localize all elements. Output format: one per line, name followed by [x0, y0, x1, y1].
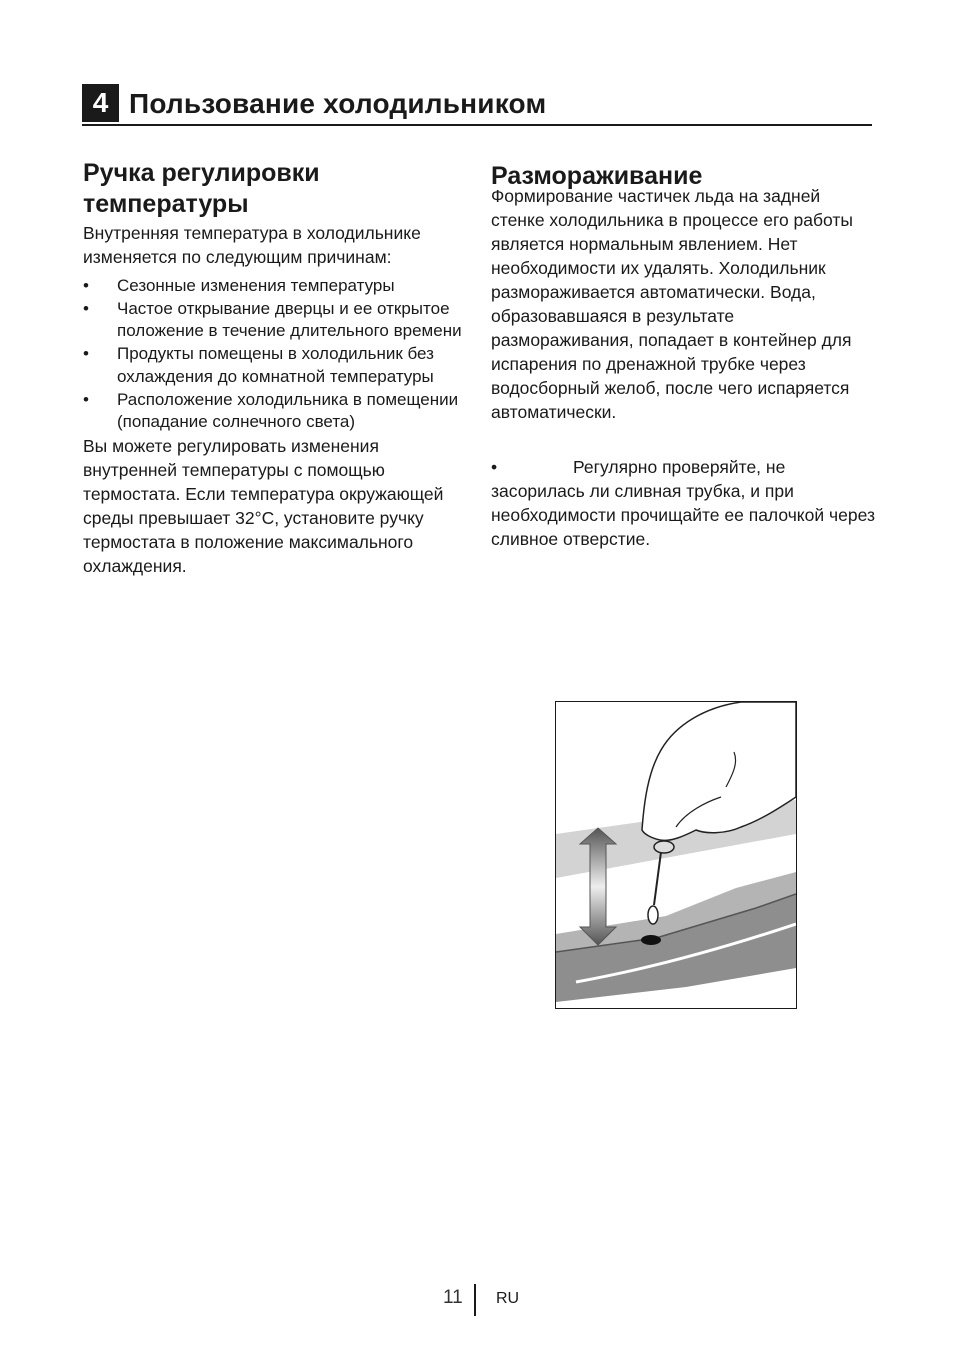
- stick-tip: [648, 906, 658, 924]
- list-item-text: Частое открывание дверцы и ее открытое положение в течение длительного времени: [117, 298, 462, 341]
- language-code: RU: [496, 1290, 520, 1307]
- drain-cleaning-drawing: [556, 702, 796, 1008]
- list-item: [83, 298, 468, 343]
- bullet-dot: •: [83, 298, 89, 318]
- drain-cleaning-illustration: [555, 701, 797, 1009]
- chapter-title: Пользование холодильником: [129, 88, 547, 119]
- bullet-dot: •: [491, 457, 498, 477]
- bullet-dot: •: [83, 344, 89, 364]
- page-number: 11: [443, 1287, 463, 1308]
- list-item-text: Сезонные изменения температуры: [117, 276, 395, 295]
- temperature-causes-list: [83, 275, 468, 434]
- drain-check-text: Регулярно проверяйте, не засорилась ли сливная трубка, и при необходимости прочищайте ее палочкой через сливное отверстие.: [491, 457, 875, 549]
- cleaning-stick-icon: [654, 852, 661, 905]
- list-item-text: Расположение холодильника в помещении (попадание солнечного света): [117, 389, 459, 432]
- drain-hole: [641, 935, 661, 945]
- temperature-knob-section: [83, 158, 468, 578]
- chapter-header: [82, 84, 872, 126]
- section-heading-temperature: [83, 158, 468, 220]
- section-heading-line1: Ручка регулировки: [83, 159, 320, 187]
- temperature-intro: Внутренняя температура в холодильнике изменяется по следующим причинам:: [83, 223, 421, 267]
- bullet-dot: •: [83, 389, 89, 409]
- bullet-dot: •: [83, 276, 89, 295]
- drain-check-note: [491, 455, 876, 551]
- list-item: [83, 389, 468, 434]
- defrosting-section: [491, 158, 876, 551]
- section-heading-line2: температуры: [83, 190, 249, 218]
- section-heading-defrosting: Размораживание: [491, 162, 703, 190]
- page-footer: [0, 1284, 954, 1316]
- list-item-text: Продукты помещены в холодильник без охлаждения до комнатной температуры: [117, 344, 434, 386]
- list-item: [83, 275, 468, 298]
- stick-handle: [654, 841, 674, 853]
- chapter-number-badge: 4: [82, 84, 119, 122]
- temperature-outro: Вы можете регулировать изменения внутренней температуры с помощью термостата. Если температура окружающей среды превышает 32°C, установите ручку термостата в положение максимального охлаждения.: [83, 435, 444, 576]
- footer-divider: [474, 1284, 476, 1316]
- defrosting-intro: Формирование частичек льда на задней стенке холодильника в процессе его работы является нормальным явлением. Нет необходимости их удалять. Холодильник размораживается автоматически. Вода, образовавшаяся в результате размораживания, попадает в контейнер для испарения по дренажной трубке через водосборный желоб, после чего испаряется автоматически.: [491, 186, 853, 422]
- list-item: [83, 343, 468, 388]
